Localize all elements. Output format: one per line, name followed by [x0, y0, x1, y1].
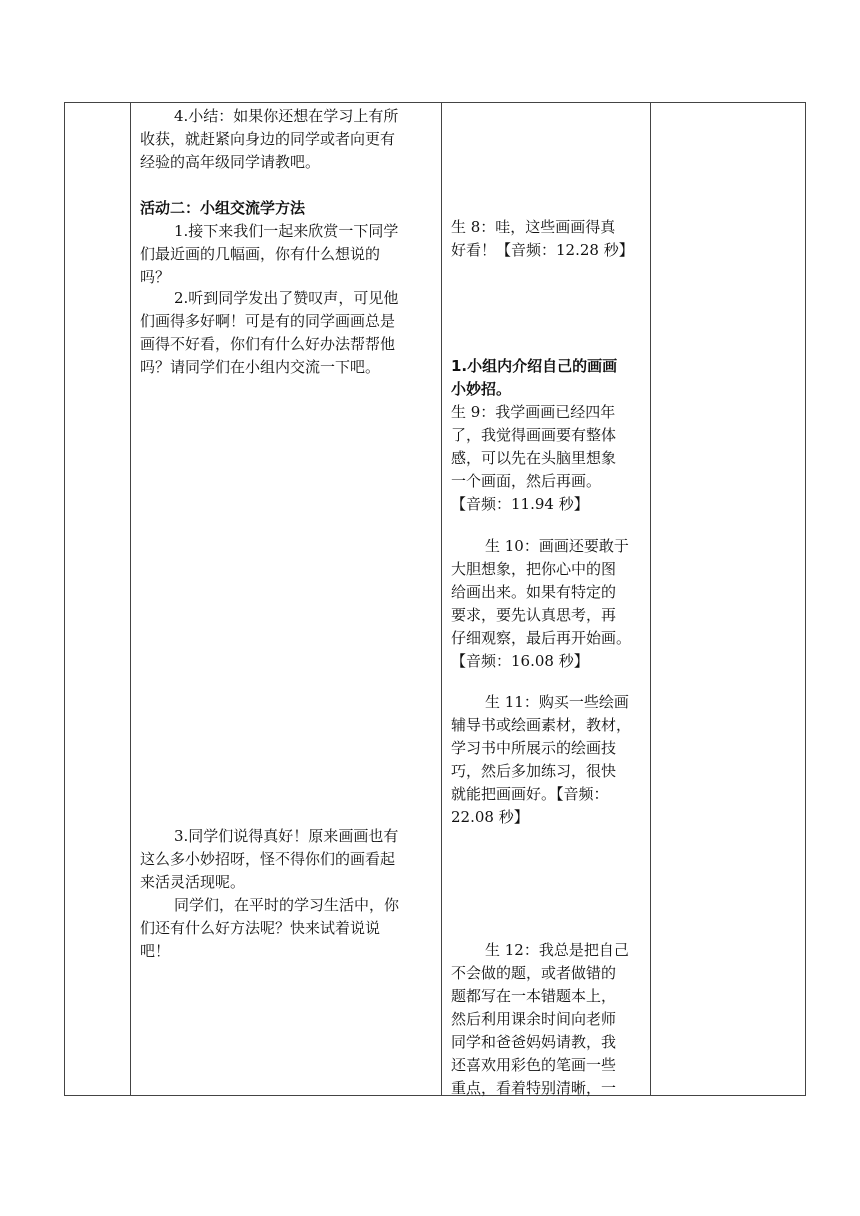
- student-9-line: 生 9：我学画画已经四年: [451, 403, 616, 421]
- column-divider-1: [130, 103, 131, 1095]
- student-11-paragraph: [451, 691, 631, 829]
- item-1-line: 吗？: [140, 268, 171, 286]
- student-10-line: 大胆想象，把你心中的图: [451, 560, 617, 578]
- student-10-line: 【音频：16.08 秒】: [451, 652, 589, 670]
- item-1-line: 们最近画的几幅画，你有什么想说的: [140, 245, 381, 263]
- student-8-paragraph: [451, 216, 634, 262]
- student-12-line: 还喜欢用彩色的笔画一些: [451, 1056, 617, 1074]
- student-9-paragraph: [451, 401, 616, 516]
- item-4-paragraph: [140, 894, 399, 963]
- student-11-line: 生 11：购买一些绘画: [485, 693, 629, 711]
- item-3-line: 来活灵活现呢。: [140, 873, 246, 891]
- student-10-line: 生 10：画画还要敢于: [485, 537, 629, 555]
- student-12-line: 题都写在一本错题本上，: [451, 987, 617, 1005]
- group-title-line: 1.小组内介绍自己的画画: [451, 357, 618, 375]
- item-3-paragraph: [140, 825, 398, 894]
- column-divider-3: [650, 103, 651, 1095]
- item-2-line: 2.听到同学发出了赞叹声，可见他: [174, 289, 399, 307]
- student-11-line: 辅导书或绘画素材，教材，: [451, 716, 632, 734]
- student-12-line: 生 12：我总是把自己: [485, 941, 629, 959]
- item-4-line: 同学们，在平时的学习生活中，你: [174, 896, 400, 914]
- summary-paragraph: [140, 105, 398, 174]
- student-10-paragraph: [451, 535, 631, 673]
- item-4-line: 们还有什么好方法呢？快来试着说说: [140, 919, 381, 937]
- item-4-line: 吧！: [140, 942, 171, 960]
- summary-line: 4.小结：如果你还想在学习上有所: [174, 107, 399, 125]
- item-1-line: 1.接下来我们一起来欣赏一下同学: [174, 222, 399, 240]
- student-10-line: 仔细观察，最后再开始画。: [451, 629, 632, 647]
- student-9-line: 了，我觉得画画要有整体: [451, 426, 617, 444]
- summary-line: 经验的高年级同学请教吧。: [140, 153, 321, 171]
- activity-title: 活动二：小组交流学方法: [140, 199, 306, 217]
- student-11-line: 巧，然后多加练习，很快: [451, 762, 617, 780]
- item-2-line: 画得不好看，你们有什么好办法帮帮他: [140, 335, 396, 353]
- student-11-line: 22.08 秒】: [451, 808, 529, 826]
- student-8-line: 好看！【音频：12.28 秒】: [451, 241, 634, 259]
- item-3-line: 3.同学们说得真好！原来画画也有: [174, 827, 399, 845]
- student-9-line: 感，可以先在头脑里想象: [451, 449, 617, 467]
- item-1-paragraph: [140, 220, 398, 289]
- student-11-line: 就能把画画好。【音频：: [451, 785, 609, 803]
- column-divider-2: [441, 103, 442, 1095]
- student-9-line: 【音频：11.94 秒】: [451, 495, 589, 513]
- student-11-line: 学习书中所展示的绘画技: [451, 739, 617, 757]
- student-12-line: 同学和爸爸妈妈请教，我: [451, 1033, 617, 1051]
- student-12-line: 不会做的题，或者做错的: [451, 964, 617, 982]
- item-3-line: 这么多小妙招呀，怪不得你们的画看起: [140, 850, 396, 868]
- group-title: [451, 355, 617, 401]
- student-10-line: 给画出来。如果有特定的: [451, 583, 617, 601]
- student-12-line: 然后利用课余时间向老师: [451, 1010, 617, 1028]
- student-9-line: 一个画面，然后再画。: [451, 472, 602, 490]
- student-12-paragraph: [451, 939, 629, 1100]
- summary-line: 收获，就赶紧向身边的同学或者向更有: [140, 130, 396, 148]
- item-2-line: 们画得多好啊！可是有的同学画画总是: [140, 312, 396, 330]
- student-12-line: 重点，看着特别清晰，一: [451, 1079, 617, 1097]
- student-8-line: 生 8：哇，这些画画得真: [451, 218, 616, 236]
- item-2-line: 吗？请同学们在小组内交流一下吧。: [140, 358, 381, 376]
- student-10-line: 要求，要先认真思考，再: [451, 606, 617, 624]
- item-2-paragraph: [140, 287, 398, 379]
- group-title-line: 小妙招。: [451, 380, 512, 398]
